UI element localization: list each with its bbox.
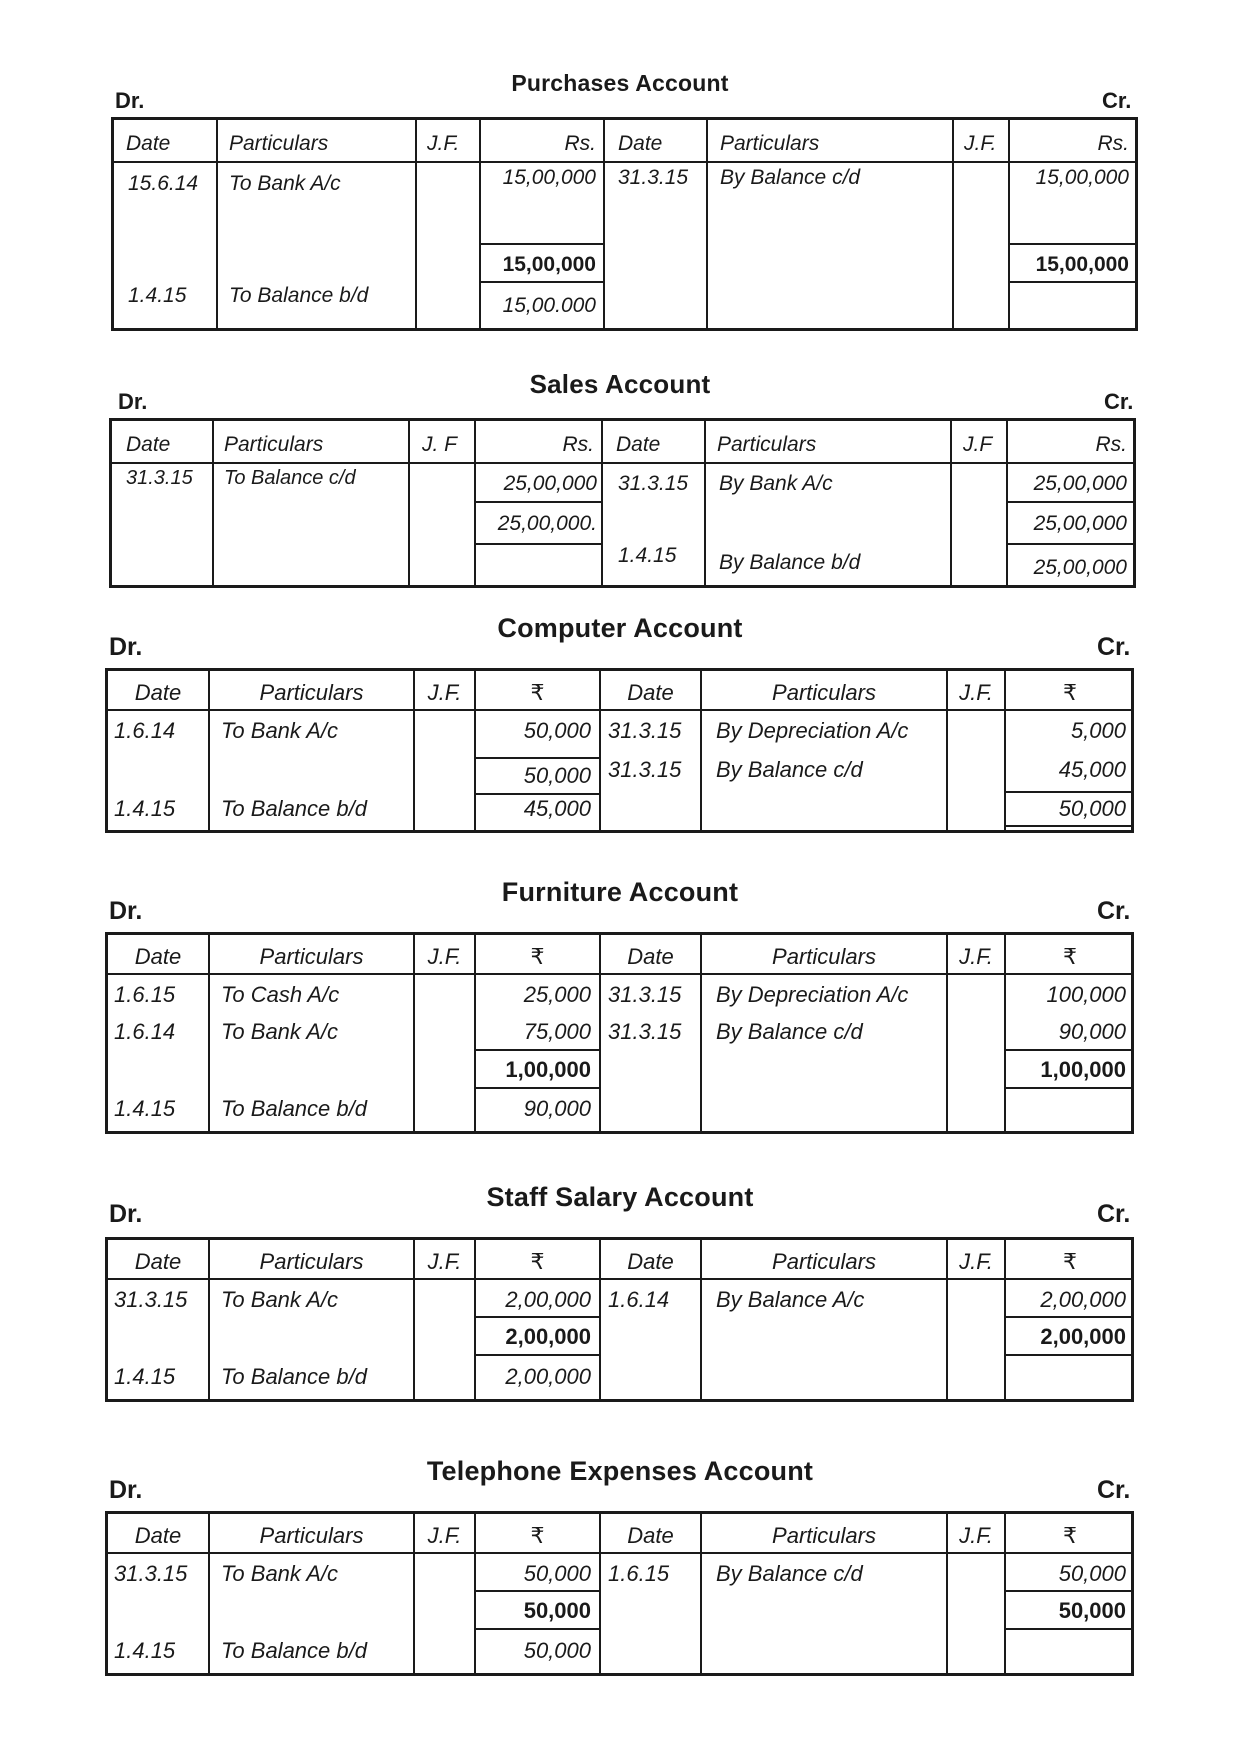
- debit-date: 1.6.14: [114, 1019, 176, 1044]
- debit-date: 1.4.15: [114, 1364, 176, 1389]
- header-particulars: Particulars: [720, 132, 820, 155]
- header-date: Date: [627, 1523, 674, 1548]
- header-date: Date: [627, 680, 674, 705]
- debit-particulars: To Balance b/d: [221, 1364, 367, 1389]
- debit-date: 1.6.14: [114, 718, 176, 743]
- header-particulars: Particulars: [772, 944, 876, 969]
- debit-particulars: To Balance b/d: [229, 284, 369, 307]
- header-date: Date: [616, 433, 661, 456]
- debit-amount: 15,00,000: [502, 166, 596, 189]
- account-title: Staff Salary Account: [486, 1182, 754, 1212]
- cr-label: Cr.: [1097, 1200, 1131, 1228]
- header-date: Date: [134, 1523, 182, 1548]
- header-date: Date: [134, 944, 182, 969]
- debit-particulars: To Bank A/c: [221, 1561, 338, 1586]
- debit-particulars: To Balance b/d: [221, 1638, 367, 1663]
- credit-date: 1.6.15: [608, 1561, 670, 1586]
- debit-total: 50,000: [523, 1598, 591, 1623]
- debit-date: 1.4.15: [114, 1096, 176, 1121]
- dr-label: Dr.: [118, 389, 148, 414]
- dr-label: Dr.: [109, 897, 143, 925]
- ledger-table: [111, 117, 1138, 331]
- credit-amount: 25,00,000: [1033, 556, 1127, 579]
- credit-total: 15,00,000: [1035, 253, 1129, 276]
- credit-date: 1.4.15: [618, 544, 677, 567]
- header-jf: J.F.: [959, 680, 993, 705]
- credit-amount: 5,000: [1070, 718, 1126, 743]
- credit-date: 31.3.15: [608, 718, 682, 743]
- credit-amount: 45,000: [1058, 757, 1126, 782]
- ledger-table: [105, 1237, 1134, 1402]
- header-jf: J.F.: [427, 132, 460, 155]
- header-particulars: Particulars: [772, 680, 876, 705]
- rupee-icon: ₹: [1063, 1523, 1077, 1548]
- header-jf: J.F.: [959, 944, 993, 969]
- header-jf: J.F.: [964, 132, 997, 155]
- credit-amount: 90,000: [1058, 1019, 1126, 1044]
- credit-total: 1,00,000: [1040, 1057, 1126, 1082]
- debit-particulars: To Bank A/c: [221, 1019, 338, 1044]
- account-title: Sales Account: [529, 369, 711, 399]
- credit-particulars: By Balance b/d: [719, 551, 861, 574]
- header-particulars: Particulars: [772, 1523, 876, 1548]
- debit-total: 25,00,000.: [497, 512, 597, 535]
- cr-label: Cr.: [1097, 633, 1131, 661]
- header-particulars: Particulars: [224, 433, 324, 456]
- debit-date: 31.3.15: [114, 1287, 188, 1312]
- ledger-table: [105, 668, 1134, 833]
- header-jf: J.F.: [959, 1523, 993, 1548]
- credit-date: 1.6.14: [608, 1287, 670, 1312]
- header-amount: Rs.: [1095, 433, 1127, 456]
- debit-date: 1.6.15: [114, 982, 176, 1007]
- credit-date: 31.3.15: [608, 757, 682, 782]
- debit-total: 1,00,000: [505, 1057, 591, 1082]
- rupee-icon: ₹: [1063, 1249, 1077, 1274]
- debit-total: 2,00,000: [505, 1324, 591, 1349]
- debit-amount: 15,00.000: [502, 294, 596, 317]
- header-date: Date: [627, 944, 674, 969]
- debit-particulars: To Balance b/d: [221, 796, 367, 821]
- account-title: Furniture Account: [501, 877, 739, 907]
- dr-label: Dr.: [115, 88, 145, 113]
- header-amount: Rs.: [1097, 132, 1129, 155]
- account-title: Computer Account: [497, 613, 743, 643]
- header-jf: J.F.: [427, 944, 462, 969]
- rupee-icon: ₹: [530, 680, 545, 705]
- header-jf: J.F: [963, 433, 993, 456]
- debit-amount: 50,000: [523, 718, 591, 743]
- account-title: Telephone Expenses Account: [426, 1456, 814, 1486]
- header-jf: J.F.: [427, 1523, 462, 1548]
- debit-particulars: To Cash A/c: [221, 982, 340, 1007]
- credit-particulars: By Bank A/c: [719, 472, 833, 495]
- dr-label: Dr.: [109, 1476, 143, 1504]
- header-date: Date: [126, 132, 171, 155]
- header-particulars: Particulars: [259, 1249, 364, 1274]
- ledger-table: [105, 1511, 1134, 1676]
- credit-total: 50,000: [1058, 1598, 1126, 1623]
- header-jf: J.F.: [427, 680, 462, 705]
- debit-amount: 2,00,000: [505, 1287, 591, 1312]
- credit-amount: 15,00,000: [1035, 166, 1129, 189]
- debit-amount: 25,00,000: [503, 472, 597, 495]
- header-date: Date: [126, 433, 171, 456]
- rupee-icon: ₹: [1063, 680, 1077, 705]
- header-amount: Rs.: [564, 132, 596, 155]
- debit-amount: 25,000: [523, 982, 591, 1007]
- credit-particulars: By Depreciation A/c: [716, 982, 909, 1007]
- credit-particulars: By Balance A/c: [716, 1287, 865, 1312]
- debit-amount: 2,00,000: [505, 1364, 591, 1389]
- header-particulars: Particulars: [259, 944, 364, 969]
- header-date: Date: [134, 1249, 182, 1274]
- debit-particulars: To Bank A/c: [221, 718, 338, 743]
- header-jf: J.F.: [427, 1249, 462, 1274]
- credit-amount: 50,000: [1058, 1561, 1126, 1586]
- ledger-table: [109, 418, 1136, 588]
- credit-date: 31.3.15: [608, 1019, 682, 1044]
- ledger-table: [105, 932, 1134, 1134]
- credit-date: 31.3.15: [618, 166, 689, 189]
- debit-particulars: To Bank A/c: [221, 1287, 338, 1312]
- dr-label: Dr.: [109, 633, 143, 661]
- account-title: Purchases Account: [511, 70, 729, 96]
- credit-total: 25,00,000: [1033, 512, 1127, 535]
- debit-total: 50,000: [523, 763, 591, 788]
- debit-total: 15,00,000: [502, 253, 596, 276]
- debit-date: 15.6.14: [128, 172, 199, 195]
- credit-date: 31.3.15: [618, 472, 689, 495]
- credit-particulars: By Balance c/d: [716, 757, 863, 782]
- debit-date: 1.4.15: [114, 796, 176, 821]
- debit-amount: 50,000: [523, 1561, 591, 1586]
- credit-particulars: By Balance c/d: [716, 1019, 863, 1044]
- cr-label: Cr.: [1104, 389, 1134, 414]
- rupee-icon: ₹: [530, 944, 545, 969]
- header-jf: J. F: [422, 433, 457, 456]
- debit-particulars: To Bank A/c: [229, 172, 341, 195]
- credit-total: 2,00,000: [1040, 1324, 1126, 1349]
- debit-amount: 45,000: [523, 796, 591, 821]
- debit-date: 31.3.15: [114, 1561, 188, 1586]
- rupee-icon: ₹: [530, 1523, 545, 1548]
- cr-label: Cr.: [1102, 88, 1132, 113]
- credit-particulars: By Balance c/d: [720, 166, 861, 189]
- cr-label: Cr.: [1097, 1476, 1131, 1504]
- debit-date: 1.4.15: [128, 284, 187, 307]
- credit-amount: 100,000: [1046, 982, 1126, 1007]
- credit-particulars: By Depreciation A/c: [716, 718, 909, 743]
- credit-particulars: By Balance c/d: [716, 1561, 863, 1586]
- header-particulars: Particulars: [259, 680, 364, 705]
- header-date: Date: [618, 132, 663, 155]
- debit-particulars: To Balance c/d: [224, 467, 356, 489]
- dr-label: Dr.: [109, 1200, 143, 1228]
- header-particulars: Particulars: [717, 433, 817, 456]
- header-jf: J.F.: [959, 1249, 993, 1274]
- credit-date: 31.3.15: [608, 982, 682, 1007]
- header-amount: Rs.: [562, 433, 594, 456]
- header-particulars: Particulars: [772, 1249, 876, 1274]
- credit-amount: 2,00,000: [1040, 1287, 1126, 1312]
- debit-amount: 50,000: [523, 1638, 591, 1663]
- header-particulars: Particulars: [229, 132, 329, 155]
- header-particulars: Particulars: [259, 1523, 364, 1548]
- header-date: Date: [134, 680, 182, 705]
- debit-particulars: To Balance b/d: [221, 1096, 367, 1121]
- cr-label: Cr.: [1097, 897, 1131, 925]
- debit-amount: 90,000: [523, 1096, 591, 1121]
- header-date: Date: [627, 1249, 674, 1274]
- credit-total: 50,000: [1058, 796, 1126, 821]
- debit-date: 1.4.15: [114, 1638, 176, 1663]
- rupee-icon: ₹: [1063, 944, 1077, 969]
- debit-amount: 75,000: [523, 1019, 591, 1044]
- debit-date: 31.3.15: [126, 467, 193, 489]
- rupee-icon: ₹: [530, 1249, 545, 1274]
- credit-amount: 25,00,000: [1033, 472, 1127, 495]
